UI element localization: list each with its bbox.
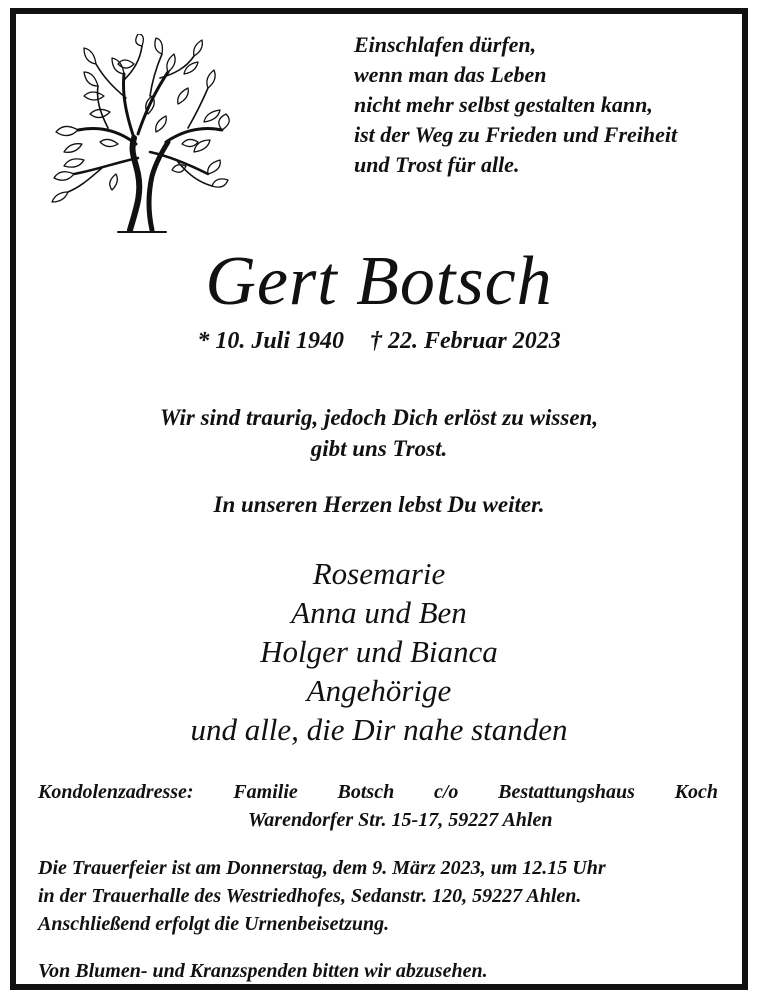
condolence-word: Kondolenzadresse: [38,781,194,803]
condolence-message [16,402,742,464]
mourner: und alle, die Dir nahe standen [190,712,568,747]
condolence-word: Botsch [337,781,395,803]
flowers-note: Von Blumen- und Kranzspenden bitten wir abzusehen. [38,960,488,982]
hearts-line: In unseren Herzen lebst Du weiter. [213,492,545,517]
condolence-address [38,778,718,834]
life-dates [16,326,742,356]
poem [354,30,744,180]
poem-line: nicht mehr selbst gestalten kann, [354,92,653,117]
message-line: gibt uns Trost. [310,436,448,461]
death-date: † 22. Februar 2023 [370,328,561,354]
birth-date: * 10. Juli 1940 [197,328,344,354]
deceased-name: Gert Botsch [205,243,553,320]
mourner: Angehörige [306,673,452,708]
mourner: Rosemarie [312,556,446,591]
poem-line: Einschlafen dürfen, [354,32,537,57]
obituary-notice [10,8,748,990]
street-address: Warendorfer Str. 15-17, 59227 Ahlen [248,809,553,831]
ceremony-line: in der Trauerhalle des Westriedhofes, Sedanstr. 120, 59227 Ahlen. [38,885,582,907]
condolence-word: Bestattungshaus [498,781,635,803]
mourners-list [16,554,742,749]
condolence-word: Koch [674,781,718,803]
condolence-word: Familie [233,781,298,803]
poem-line: wenn man das Leben [354,62,547,87]
condolence-header [38,778,718,806]
ceremony-line: Anschließend erfolgt die Urnenbeisetzung. [38,913,390,935]
mourner: Anna und Ben [291,595,467,630]
condolence-word: c/o [433,781,459,803]
ceremony-line: Die Trauerfeier ist am Donnerstag, dem 9. März 2023, um 12.15 Uhr [38,857,606,879]
message-line: Wir sind traurig, jedoch Dich erlöst zu wissen, [159,405,599,430]
poem-line: ist der Weg zu Frieden und Freiheit [354,122,678,147]
ceremony-info [38,854,728,938]
poem-line: und Trost für alle. [354,152,520,177]
tree-icon [38,34,238,234]
mourner: Holger und Bianca [260,634,498,669]
